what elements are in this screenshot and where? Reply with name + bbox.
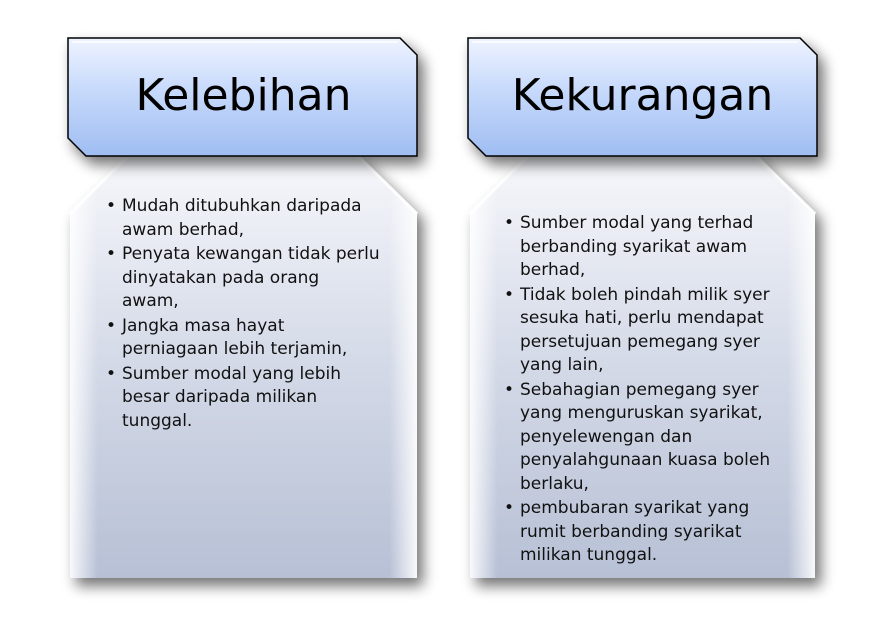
list-item: [504, 284, 774, 378]
bullet-icon: •: [504, 379, 515, 400]
list-item-text: Jangka masa hayat perniagaan lebih terjamin,: [122, 315, 348, 359]
list-item: [106, 363, 381, 434]
bullet-icon: •: [106, 315, 117, 336]
list-item-text: Penyata kewangan tidak perlu dinyatakan pada orang awam,: [122, 244, 380, 311]
list-item-text: Sebahagian pemegang syer yang menguruskan syarikat, penyelewengan dan penyalahgunaan kuasa boleh berlaku,: [520, 379, 771, 494]
bullet-icon: •: [504, 498, 515, 518]
list-item-text: Sumber modal yang lebih besar daripada milikan tunggal.: [122, 363, 341, 431]
list-item: [106, 243, 381, 314]
left-panel-title: Kelebihan: [135, 69, 352, 121]
bullet-icon: •: [504, 213, 515, 233]
list-item: [504, 212, 774, 283]
list-item: [106, 195, 381, 242]
bullet-icon: •: [106, 244, 117, 264]
list-item-text: pembubaran syarikat yang rumit berbanding syarikat milikan tunggal.: [520, 498, 750, 565]
list-item: [504, 497, 774, 568]
left-points-list: [106, 195, 381, 434]
bullet-icon: •: [504, 284, 515, 305]
list-item: [106, 315, 381, 362]
list-item-text: Sumber modal yang terhad berbanding syarikat awam berhad,: [520, 213, 754, 280]
list-item-text: Tidak boleh pindah milik syer sesuka hati, perlu mendapat persetujuan pemegang syer yang lain,: [520, 284, 770, 375]
right-panel-title: Kekurangan: [511, 69, 774, 121]
list-item-text: Mudah ditubuhkan daripada awam berhad,: [122, 196, 362, 240]
bullet-icon: •: [106, 196, 117, 216]
right-points-list: [504, 212, 774, 569]
list-item: [504, 379, 774, 497]
bullet-icon: •: [106, 363, 117, 384]
